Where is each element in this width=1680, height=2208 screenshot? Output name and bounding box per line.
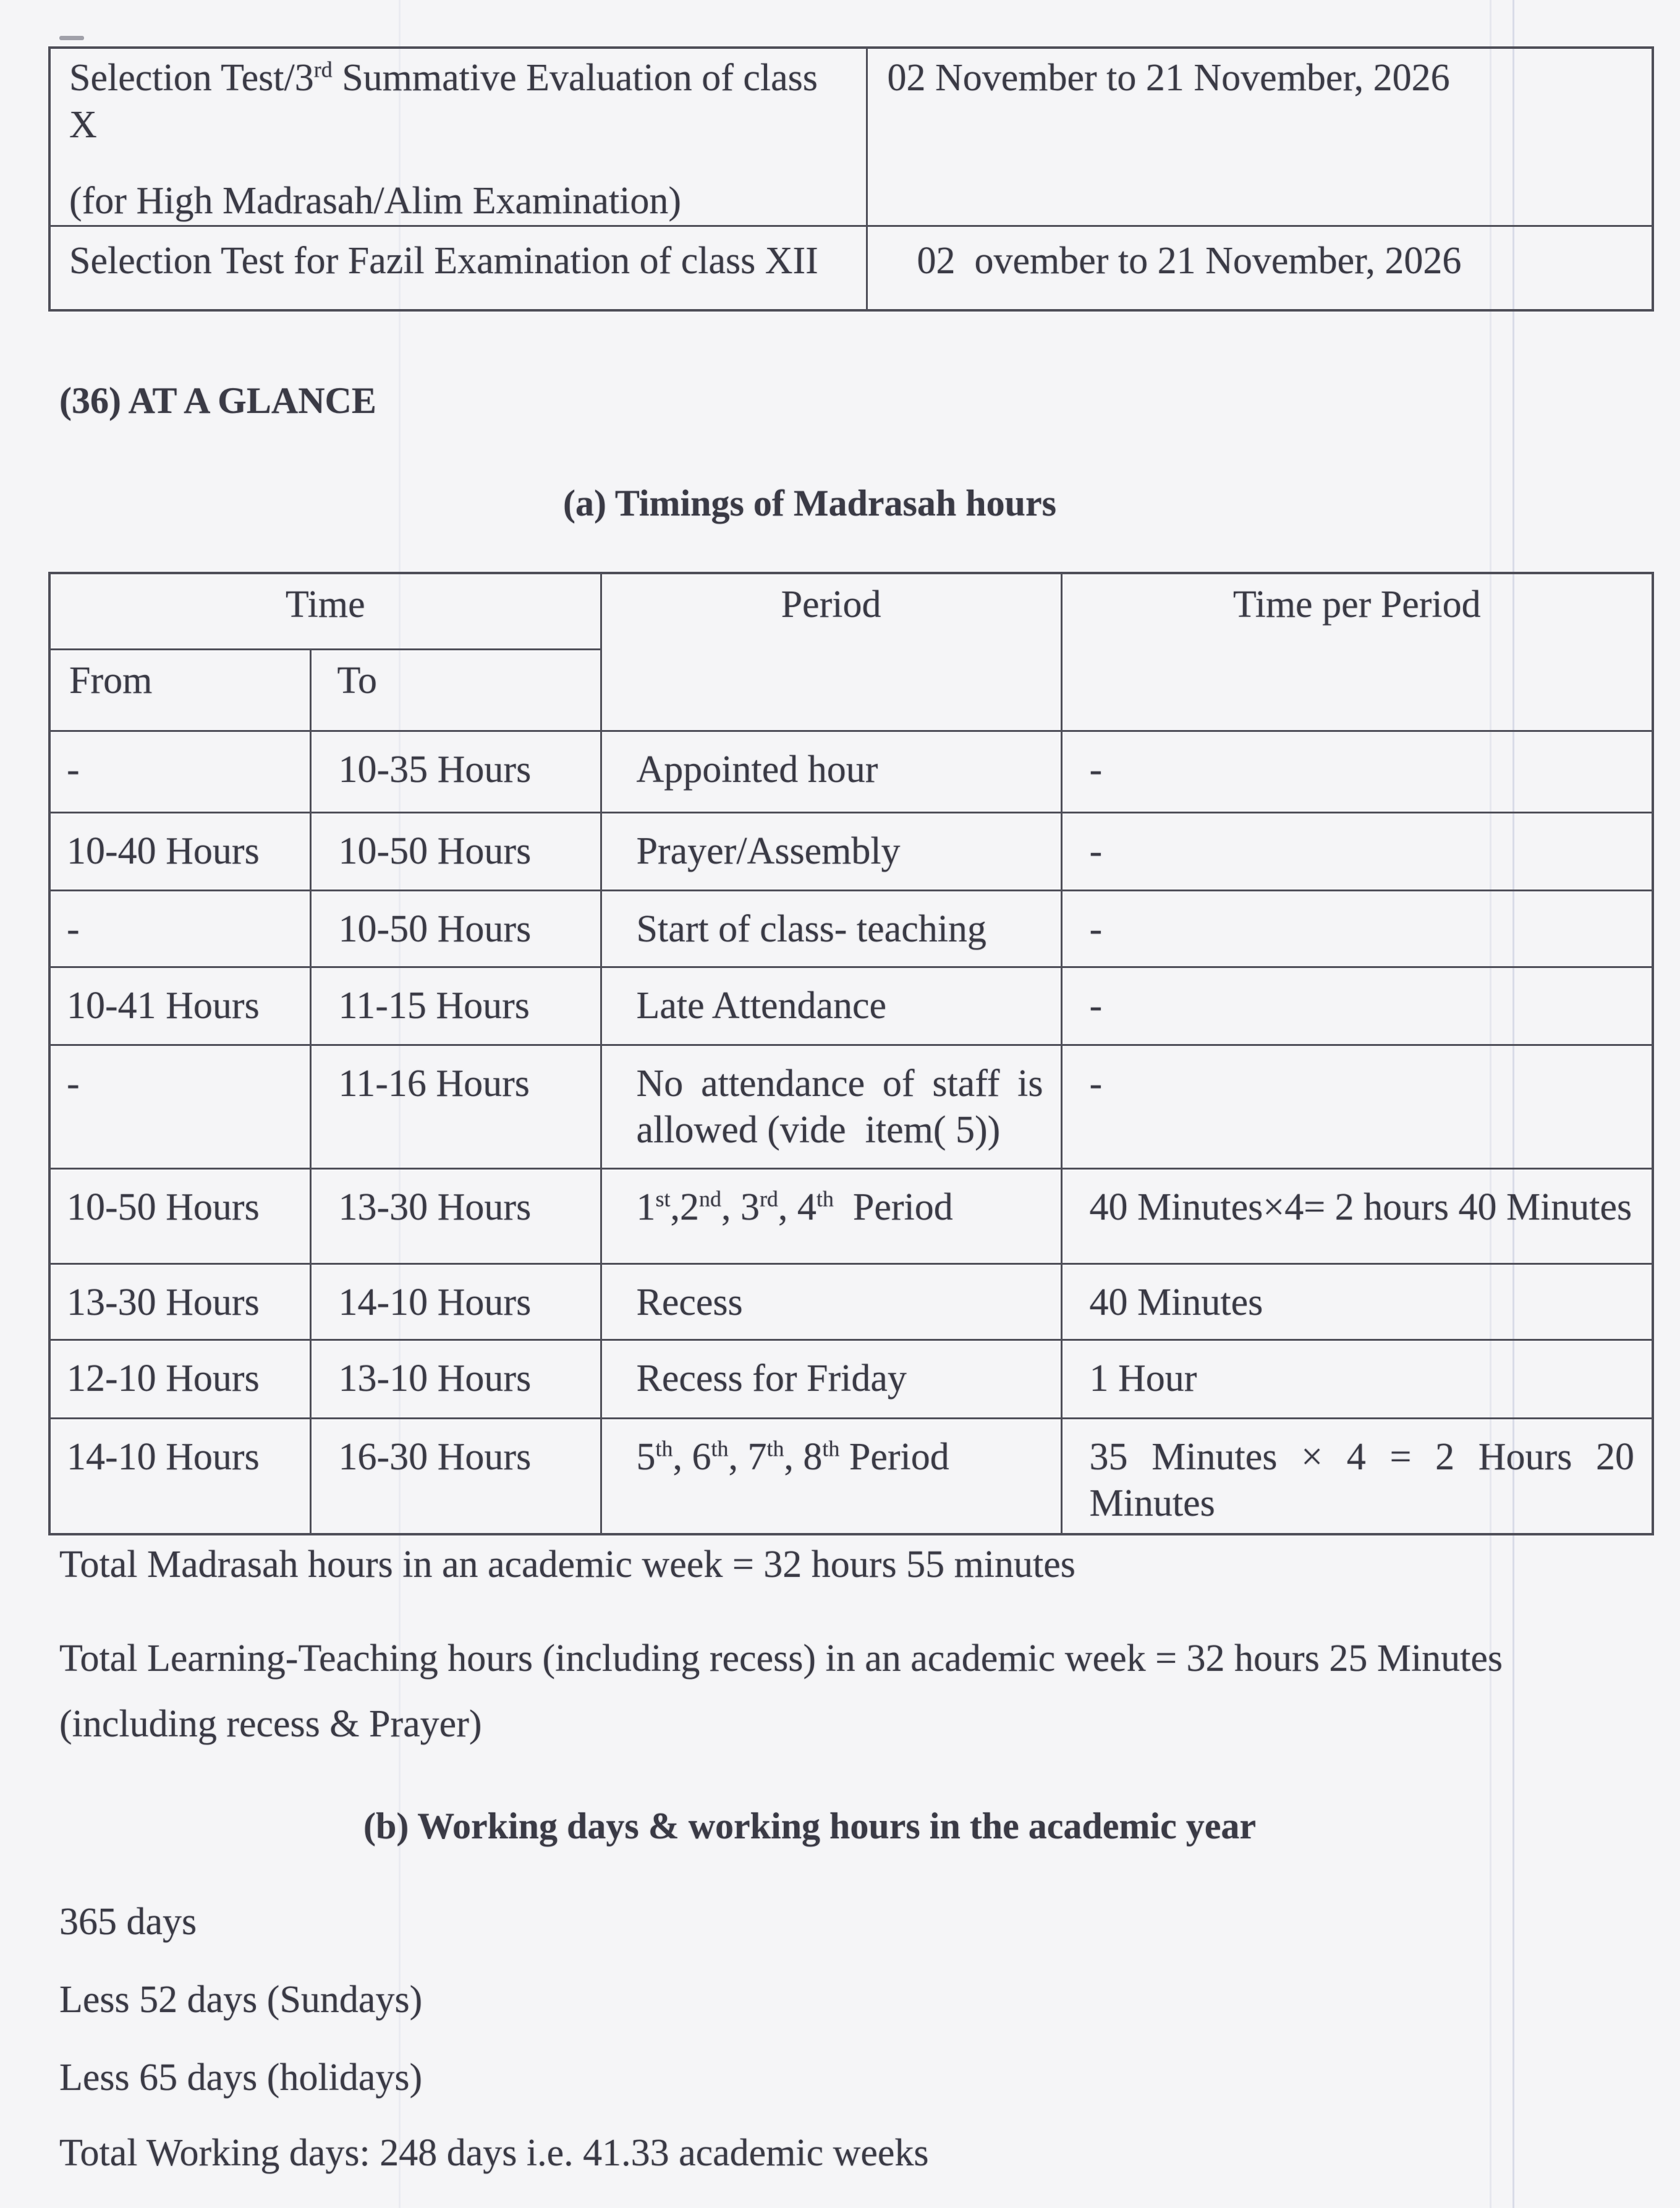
ordinal-superscript: nd bbox=[699, 1186, 721, 1211]
cell-period: Prayer/Assembly bbox=[601, 812, 1061, 890]
table-row bbox=[49, 48, 1653, 226]
cell-to: 10-50 Hours bbox=[310, 812, 601, 890]
cell-to: 16-30 Hours bbox=[310, 1418, 601, 1534]
ordinal-superscript: th bbox=[711, 1435, 729, 1461]
cell-period bbox=[601, 1045, 1061, 1168]
exam-name-line2: (for High Madrasah/Alim Examination) bbox=[69, 180, 682, 223]
cell-to: 14-10 Hours bbox=[310, 1263, 601, 1340]
table-row bbox=[49, 1045, 1653, 1168]
ordinal-superscript: th bbox=[822, 1435, 840, 1461]
ordinal-superscript: th bbox=[816, 1186, 834, 1211]
cell-period: 5th, 6th, 7th, 8th Period bbox=[601, 1418, 1061, 1534]
table-row bbox=[49, 967, 1653, 1045]
cell-to: 11-16 Hours bbox=[310, 1045, 601, 1168]
scan-speck bbox=[59, 36, 84, 40]
tpp-text-line1: 35 Minutes × 4 = 2 Hours 20 bbox=[1089, 1435, 1635, 1478]
ordinal-superscript: th bbox=[766, 1435, 784, 1461]
cell-period: Start of class- teaching bbox=[601, 890, 1061, 967]
table-row bbox=[49, 731, 1653, 812]
exam-date-cell: 02 November to 21 November, 2026 bbox=[867, 48, 1653, 226]
cell-period: 1st,2nd, 3rd, 4th Period bbox=[601, 1168, 1061, 1263]
cell-from: 14-10 Hours bbox=[49, 1418, 310, 1534]
ordinal-superscript: th bbox=[655, 1435, 673, 1461]
cell-to: 10-50 Hours bbox=[310, 890, 601, 967]
exam-name-line1: Selection Test/3rd Summative Evaluation of class X bbox=[69, 57, 818, 146]
table-row bbox=[49, 1168, 1653, 1263]
cell-time-per-period bbox=[1061, 1418, 1653, 1534]
exam-date-cell: 02 ovember to 21 November, 2026 bbox=[867, 226, 1653, 310]
cell-period: Recess bbox=[601, 1263, 1061, 1340]
cell-from: 12-10 Hours bbox=[49, 1340, 310, 1418]
cell-to: 11-15 Hours bbox=[310, 967, 601, 1045]
cell-to: 13-30 Hours bbox=[310, 1168, 601, 1263]
exam-name-cell bbox=[49, 48, 867, 226]
table-row bbox=[49, 890, 1653, 967]
cell-time-per-period: - bbox=[1061, 890, 1653, 967]
cell-from: 13-30 Hours bbox=[49, 1263, 310, 1340]
table-row bbox=[49, 812, 1653, 890]
total-learning-teaching-line: Total Learning-Teaching hours (including recess) in an academic week = 32 hours 25 Minutes bbox=[59, 1637, 1503, 1679]
exam-schedule-table bbox=[48, 46, 1654, 312]
section-heading: (36) AT A GLANCE bbox=[59, 380, 376, 421]
timings-table bbox=[48, 572, 1654, 1535]
period-text-line2: allowed (vide item( 5)) bbox=[636, 1109, 1001, 1152]
cell-time-per-period: - bbox=[1061, 967, 1653, 1045]
subsection-b-heading: (b) Working days & working hours in the academic year bbox=[363, 1806, 1256, 1846]
cell-from: - bbox=[49, 890, 310, 967]
less-holidays-line: Less 65 days (holidays) bbox=[59, 2057, 423, 2099]
cell-to: 10-35 Hours bbox=[310, 731, 601, 812]
table-header-row bbox=[49, 573, 1653, 649]
cell-period: Recess for Friday bbox=[601, 1340, 1061, 1418]
cell-time-per-period: 40 Minutes×4= 2 hours 40 Minutes bbox=[1061, 1168, 1653, 1263]
table-row bbox=[49, 1418, 1653, 1534]
cell-time-per-period: - bbox=[1061, 812, 1653, 890]
cell-period: Late Attendance bbox=[601, 967, 1061, 1045]
header-period: Period bbox=[601, 573, 1061, 731]
table-row bbox=[49, 226, 1653, 310]
cell-time-per-period: - bbox=[1061, 731, 1653, 812]
total-madrasah-hours-line: Total Madrasah hours in an academic week = 32 hours 55 minutes bbox=[59, 1543, 1075, 1586]
period-text-line1: No attendance of staff is bbox=[636, 1062, 1043, 1105]
ordinal-superscript: st bbox=[655, 1186, 671, 1211]
cell-from: 10-41 Hours bbox=[49, 967, 310, 1045]
total-working-days-line: Total Working days: 248 days i.e. 41.33 academic weeks bbox=[59, 2132, 929, 2174]
cell-to: 13-10 Hours bbox=[310, 1340, 601, 1418]
header-to: To bbox=[310, 649, 601, 731]
header-from: From bbox=[49, 649, 310, 731]
table-row bbox=[49, 1263, 1653, 1340]
including-recess-prayer-line: (including recess & Prayer) bbox=[59, 1703, 482, 1745]
cell-time-per-period: - bbox=[1061, 1045, 1653, 1168]
ordinal-superscript: rd bbox=[313, 57, 333, 82]
cell-period: Appointed hour bbox=[601, 731, 1061, 812]
cell-from: 10-40 Hours bbox=[49, 812, 310, 890]
less-sundays-line: Less 52 days (Sundays) bbox=[59, 1979, 423, 2021]
cell-time-per-period: 40 Minutes bbox=[1061, 1263, 1653, 1340]
cell-from: - bbox=[49, 1045, 310, 1168]
subsection-a-heading: (a) Timings of Madrasah hours bbox=[563, 483, 1056, 524]
tpp-text-line2: Minutes bbox=[1089, 1482, 1215, 1525]
days-total-line: 365 days bbox=[59, 1901, 197, 1943]
cell-time-per-period: 1 Hour bbox=[1061, 1340, 1653, 1418]
cell-from: 10-50 Hours bbox=[49, 1168, 310, 1263]
table-row bbox=[49, 1340, 1653, 1418]
exam-name-cell: Selection Test for Fazil Examination of class XII bbox=[49, 226, 867, 310]
ordinal-superscript: rd bbox=[759, 1186, 778, 1211]
header-time: Time bbox=[49, 573, 601, 649]
cell-from: - bbox=[49, 731, 310, 812]
header-time-per-period: Time per Period bbox=[1061, 573, 1653, 731]
